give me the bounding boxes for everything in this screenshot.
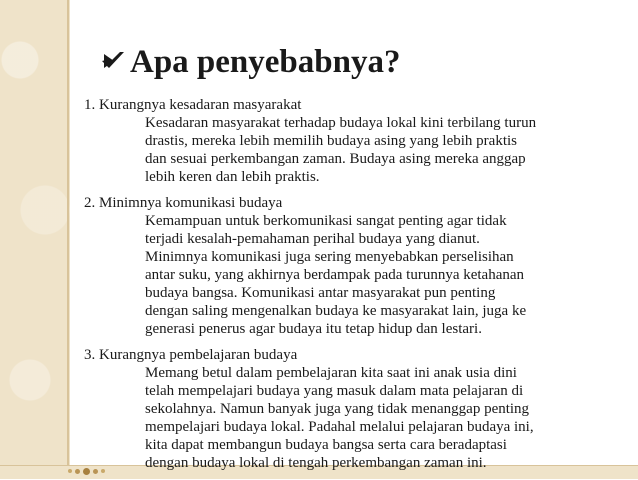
paragraph-line: sekolahnya. Namun banyak juga yang tidak menanggap penting — [145, 401, 530, 417]
paragraph-line: lebih keren dan lebih praktis. — [145, 169, 320, 185]
section-heading: 1. Kurangnya kesadaran masyarakat — [84, 97, 302, 113]
left-divider-line — [67, 0, 69, 479]
paragraph-line: dan sesuai perkembangan zaman. Budaya asing mereka anggap — [145, 151, 526, 167]
slide-title: Apa penyebabnya? — [130, 44, 401, 80]
paragraph-line: dengan budaya lokal di tengah perkembangan zaman ini. — [145, 455, 487, 471]
paragraph-line: antar suku, yang akhirnya berdampak pada turunnya ketahanan — [145, 267, 525, 283]
paragraph-line: telah mempelajari budaya yang masuk dalam mata pelajaran di — [145, 383, 524, 399]
paragraph-line: generasi penerus agar budaya itu tetap hidup dan lestari. — [145, 321, 482, 337]
section-paragraph — [145, 364, 629, 472]
paragraph-line: terjadi kesalah-pemahaman perihal budaya yang dianut. — [145, 231, 480, 247]
paragraph-line: mempelajari budaya lokal. Padahal melalui pelajaran budaya ini, — [145, 419, 534, 435]
footer-dot — [68, 469, 72, 473]
paragraph-line: Kemampuan untuk berkomunikasi sangat penting agar tidak — [145, 213, 507, 229]
paragraph-line: budaya bangsa. Komunikasi antar masyarakat pun penting — [145, 285, 496, 301]
section-heading: 2. Minimnya komunikasi budaya — [84, 195, 283, 211]
section-paragraph — [145, 212, 629, 338]
section-komunikasi — [84, 194, 629, 338]
paragraph-line: Memang betul dalam pembelajaran kita saat ini anak usia dini — [145, 365, 517, 381]
paragraph-line: Kesadaran masyarakat terhadap budaya lokal kini terbilang turun — [145, 115, 537, 131]
paragraph-line: Minimnya komunikasi juga sering menyebabkan perselisihan — [145, 249, 514, 265]
paragraph-line: drastis, mereka lebih memilih budaya asing yang lebih praktis — [145, 133, 517, 149]
section-paragraph — [145, 114, 629, 186]
left-decorative-band — [0, 0, 70, 479]
arrow-check-icon — [100, 42, 130, 82]
slide-title-row — [100, 42, 401, 82]
paragraph-line: kita dapat membangun budaya bangsa serta cara beradaptasi — [145, 437, 507, 453]
paragraph-line: dengan saling mengenalkan budaya ke masyarakat lain, juga ke — [145, 303, 527, 319]
section-heading: 3. Kurangnya pembelajaran budaya — [84, 347, 298, 363]
slide-body — [84, 96, 629, 480]
section-kesadaran — [84, 96, 629, 186]
footer-dot — [75, 469, 80, 474]
section-pembelajaran — [84, 346, 629, 472]
